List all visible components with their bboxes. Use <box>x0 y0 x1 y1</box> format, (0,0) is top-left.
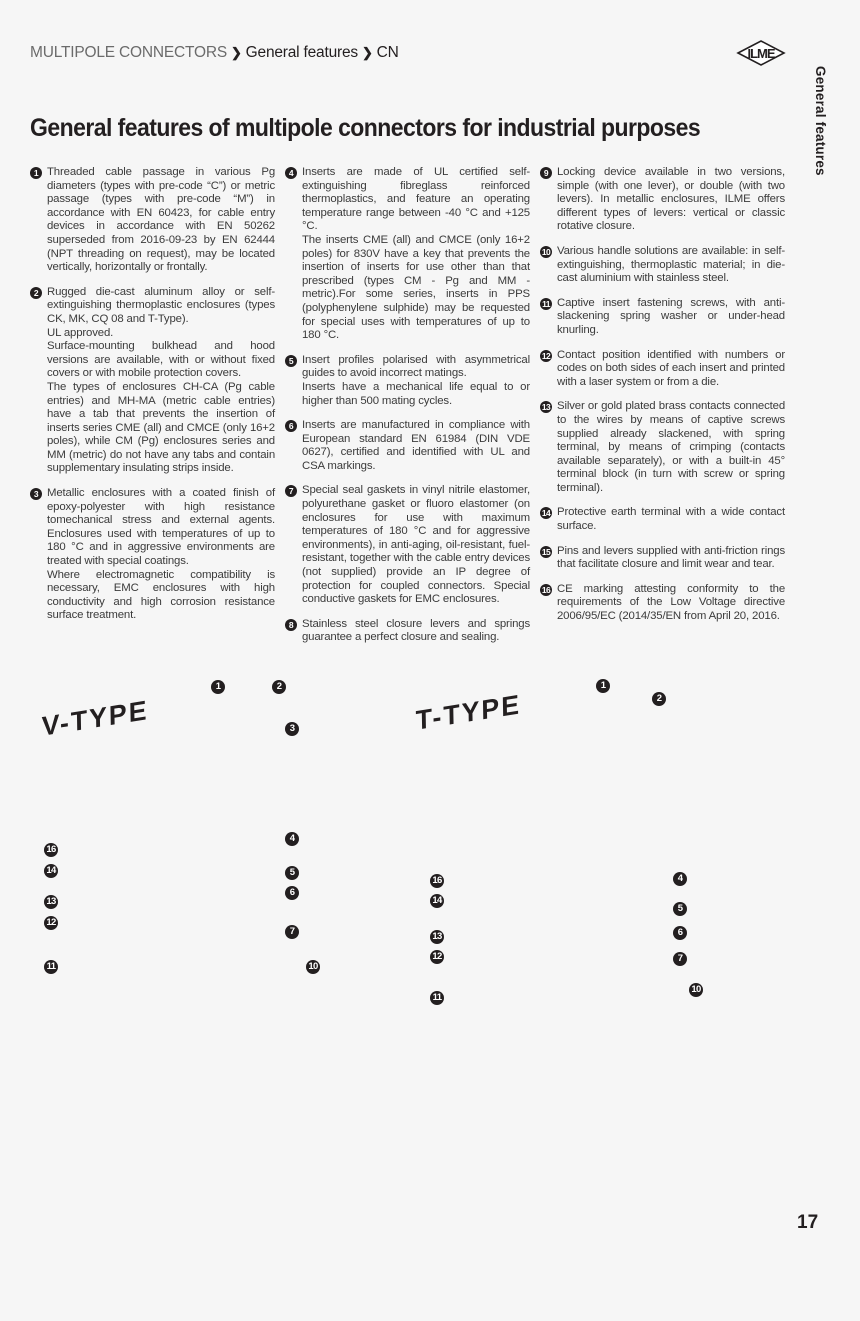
feature-text: Silver or gold plated brass contacts connected to the wires by means of captive screws supplied already slackened, with spring terminal, by means of crimping (contacts available separately), or with a built-in 45° terminal block (in turn with screw or spring terminal). <box>557 400 785 494</box>
v-type-callout-4: 4 <box>285 832 299 846</box>
feature-item-2 <box>30 286 275 476</box>
feature-item-10 <box>540 245 785 286</box>
feature-item-9 <box>540 166 785 234</box>
feature-number-badge: 1 <box>30 167 42 179</box>
feature-number-badge: 16 <box>541 584 551 595</box>
feature-text: Captive insert fastening screws, with anti-slackening spring washer or under-head knurling. <box>557 296 785 336</box>
t-type-callout-2: 2 <box>652 692 666 706</box>
t-type-callout-7: 7 <box>673 952 687 966</box>
feature-text: Protective earth terminal with a wide contact surface. <box>557 506 785 533</box>
feature-text: Insert profiles polarised with asymmetrical guides to avoid incorrect matings. <box>302 353 530 380</box>
feature-text: Surface-mounting bulkhead and hood versions are available, with or without fixed covers or with mobile protection covers. <box>47 340 275 380</box>
breadcrumb <box>30 43 399 63</box>
feature-text: Where electromagnetic compatibility is necessary, EMC enclosures with high conductivity and high corrosion resistance surface treatment. <box>47 568 275 622</box>
feature-text: Various handle solutions are available: in self-extinguishing, thermoplastic material; in die-cast aluminium with stainless steel. <box>557 244 785 285</box>
feature-number-badge: 10 <box>541 246 551 257</box>
features-column-1 <box>30 166 275 634</box>
feature-number-badge: 8 <box>285 619 297 631</box>
breadcrumb-separator: ❯ <box>230 45 242 60</box>
feature-text: Locking device available in two versions, simple (with one lever), or double (with two levers). In metallic enclosures, ILME offers different types of levers: vertical or classic rotative closure. <box>557 166 785 233</box>
v-type-callout-2: 2 <box>272 680 286 694</box>
breadcrumb-separator: ❯ <box>361 45 373 60</box>
feature-item-1 <box>30 166 275 275</box>
feature-number-badge: 15 <box>541 546 551 557</box>
feature-number-badge: 14 <box>541 508 551 519</box>
v-type-label: V-TYPE <box>41 694 149 742</box>
feature-text: UL approved. <box>47 326 114 339</box>
t-type-label: T-TYPE <box>415 689 522 736</box>
t-type-callout-1: 1 <box>596 679 610 693</box>
page-title: General features of multipole connectors for industrial purposes <box>30 114 701 142</box>
feature-number-badge: 6 <box>285 420 297 432</box>
feature-item-5 <box>285 354 530 408</box>
feature-item-12 <box>540 349 785 390</box>
feature-item-16 <box>540 583 785 624</box>
t-type-callout-14: 14 <box>430 894 444 908</box>
feature-text: Pins and levers supplied with anti-friction rings that facilitate closure and limit wear and tear. <box>557 544 785 571</box>
ilme-logo <box>736 40 786 66</box>
feature-number-badge: 5 <box>285 355 297 367</box>
t-type-callout-13: 13 <box>430 930 444 944</box>
t-type-callout-5: 5 <box>673 902 687 916</box>
section-side-label: General features <box>813 66 828 176</box>
feature-item-7 <box>285 484 530 606</box>
feature-item-6 <box>285 419 530 473</box>
v-type-callout-11: 11 <box>44 960 58 974</box>
logo-text: ILME <box>747 46 775 61</box>
breadcrumb-item-cn: CN <box>376 44 399 61</box>
feature-item-8 <box>285 618 530 645</box>
v-type-callout-1: 1 <box>211 680 225 694</box>
feature-text: Inserts are made of UL certified self-extinguishing fibreglass reinforced thermoplastics, and feature an operating temperature range between -40 °C and +125 °C. <box>302 166 530 233</box>
feature-text: The types of enclosures CH-CA (Pg cable entries) and MH-MA (metric cable entries) have a tab that prevents the insertion of inserts series CME (all) and CMCE (only 16+2 poles), while CM (Pg) enclosures series and MM (metric) do not have any tabs and contain supplementary insulating strips inside. <box>47 380 275 475</box>
feature-text: Inserts are manufactured in compliance with European standard EN 61984 (DIN VDE 0627), certified and identified with UL and CSA markings. <box>302 419 530 472</box>
feature-item-15 <box>540 545 785 572</box>
t-type-callout-11: 11 <box>430 991 444 1005</box>
feature-item-13 <box>540 400 785 495</box>
feature-number-badge: 12 <box>541 350 551 361</box>
feature-text: The inserts CME (all) and CMCE (only 16+2 poles) for 830V have a key that prevents the insertion of inserts for use other than that prescribed (types CM - Pg and MM - metric).For some series, inserts in PPS (polyphenylene sulphide) may be requested for special uses with temperatures of up to 180 °C. <box>302 233 530 342</box>
v-type-callout-14: 14 <box>44 864 58 878</box>
feature-number-badge: 2 <box>30 287 42 299</box>
t-type-callout-12: 12 <box>430 950 444 964</box>
features-column-2 <box>285 166 530 656</box>
feature-item-4 <box>285 166 530 343</box>
feature-text: Threaded cable passage in various Pg diameters (types with pre-code “C”) or metric passage (types with pre-code “M”) in accordance with EN 60423, for cable entry devices in accordance with EN 50262 superseded from 2016-09-23 by EN 62444 (NPT threading on request), may be located vertically, horizontally or frontally. <box>47 166 275 274</box>
t-type-callout-10: 10 <box>689 983 703 997</box>
breadcrumb-item-general-features: General features <box>245 44 358 61</box>
v-type-callout-12: 12 <box>44 916 58 930</box>
v-type-callout-7: 7 <box>285 925 299 939</box>
feature-text: Contact position identified with numbers or codes on both sides of each insert and printed with a laser system or from a die. <box>557 348 785 388</box>
feature-text: Metallic enclosures with a coated finish of epoxy-polyester with high resistance tomechanical stress and external agents. Enclosures used with temperatures of up to 180 °C and in aggressive environments are treated with special coatings. <box>47 487 275 568</box>
feature-text: Inserts have a mechanical life equal to or higher than 500 mating cycles. <box>302 380 530 407</box>
feature-text: Rugged die-cast aluminum alloy or self-extinguishing thermoplastic enclosures (types CK, MK, CQ 08 and T-Type). <box>47 285 275 325</box>
v-type-callout-6: 6 <box>285 886 299 900</box>
t-type-callout-6: 6 <box>673 926 687 940</box>
feature-number-badge: 13 <box>541 402 551 413</box>
feature-number-badge: 9 <box>540 167 552 179</box>
page-number: 17 <box>797 1212 819 1233</box>
feature-item-14 <box>540 506 785 533</box>
v-type-callout-10: 10 <box>306 960 320 974</box>
v-type-callout-13: 13 <box>44 895 58 909</box>
feature-item-11 <box>540 297 785 338</box>
t-type-callout-4: 4 <box>673 872 687 886</box>
feature-number-badge: 3 <box>30 488 42 500</box>
feature-text: Stainless steel closure levers and springs guarantee a perfect closure and sealing. <box>302 617 530 644</box>
feature-text: Special seal gaskets in vinyl nitrile elastomer, polyurethane gasket or fluoro elastomer (on enclosures for use with maximum temperatures of 180 °C and for aggressive environments), in anti-aging, oil-resistant, fuel-resistant, together with the cable entry devices (not supplied) provide an IP degree of protection for coupled connectors. Special conductive gaskets for EMC enclosures. <box>302 484 530 606</box>
feature-number-badge: 7 <box>285 485 297 497</box>
feature-number-badge: 11 <box>540 298 552 310</box>
feature-item-3 <box>30 487 275 623</box>
features-column-3 <box>540 166 785 635</box>
v-type-callout-3: 3 <box>285 722 299 736</box>
feature-number-badge: 4 <box>285 167 297 179</box>
breadcrumb-root: MULTIPOLE CONNECTORS <box>30 44 227 61</box>
t-type-callout-16: 16 <box>430 874 444 888</box>
v-type-callout-5: 5 <box>285 866 299 880</box>
feature-text: CE marking attesting conformity to the requirements of the Low Voltage directive 2006/95/EC (2014/35/EN from April 20, 2016. <box>557 582 785 623</box>
v-type-callout-16: 16 <box>44 843 58 857</box>
